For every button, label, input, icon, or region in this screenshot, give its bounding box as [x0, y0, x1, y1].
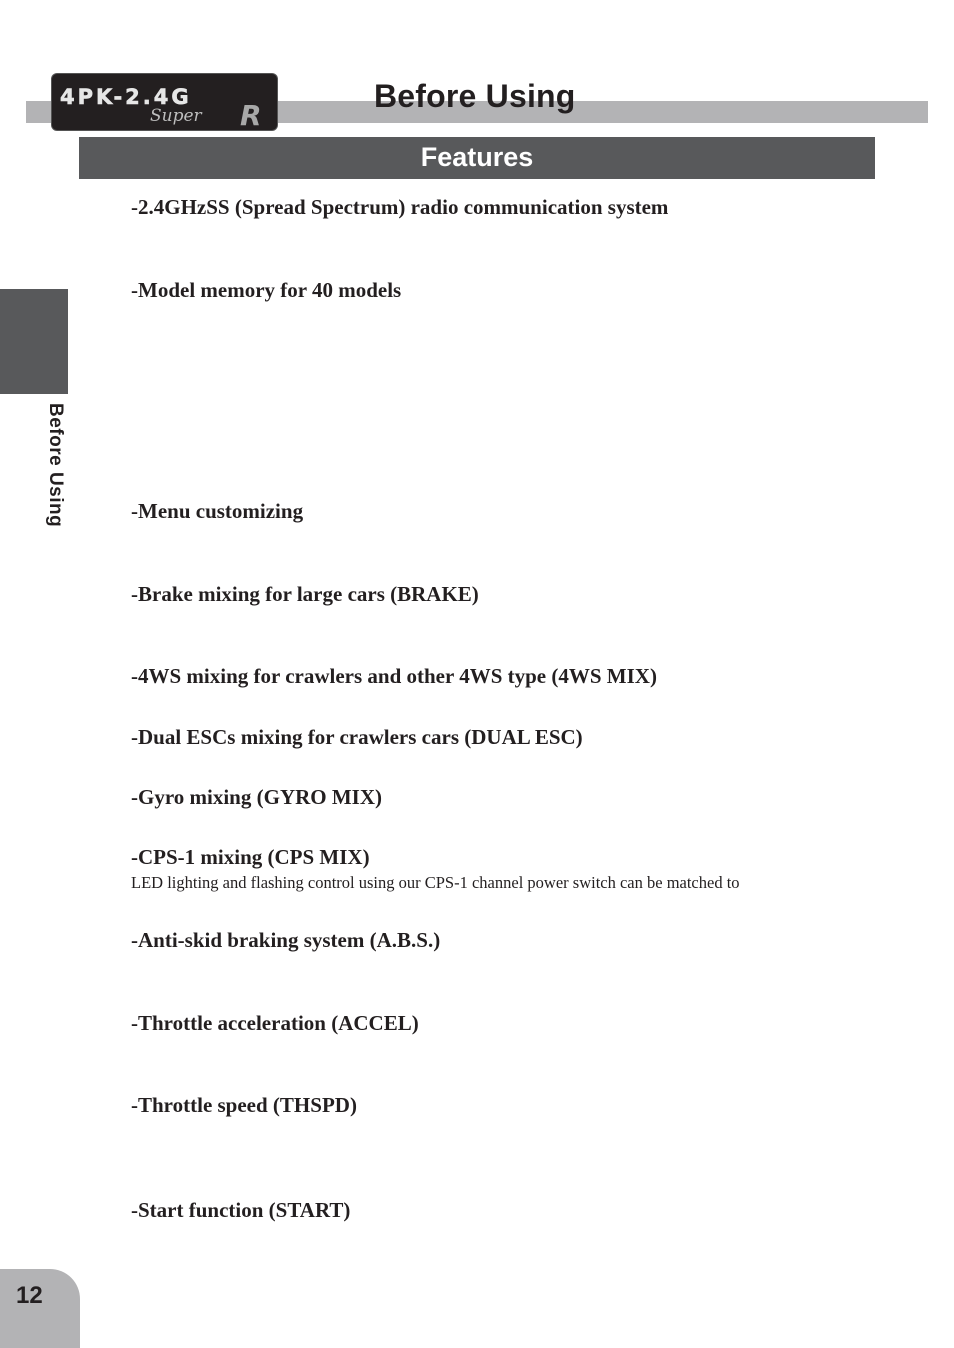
- side-tab: [0, 289, 68, 394]
- feature-throttle-speed: -Throttle speed (THSPD): [131, 1093, 357, 1117]
- feature-cps-description: LED lighting and flashing control using our CPS-1 channel power switch can be matched to: [131, 873, 740, 892]
- logo-main-text: 4PK-2.4G: [60, 85, 192, 109]
- product-logo: [52, 74, 277, 130]
- side-tab-label: Before Using: [45, 403, 66, 528]
- feature-gyro-mixing: -Gyro mixing (GYRO MIX): [131, 785, 383, 809]
- feature-brake-mixing: -Brake mixing for large cars (BRAKE): [131, 582, 479, 606]
- feature-start-function: -Start function (START): [131, 1198, 351, 1222]
- page-title: Before Using: [374, 78, 576, 114]
- section-title: Features: [420, 142, 534, 172]
- feature-model-memory: -Model memory for 40 models: [131, 278, 402, 302]
- logo-r-text: R: [240, 99, 262, 130]
- feature-4ws-mixing: -4WS mixing for crawlers and other 4WS type (4WS MIX): [131, 664, 657, 688]
- feature-menu-customizing: -Menu customizing: [131, 499, 304, 523]
- feature-cps-mixing: -CPS-1 mixing (CPS MIX): [131, 845, 370, 869]
- page-number: 12: [16, 1282, 43, 1309]
- feature-spread-spectrum: -2.4GHzSS (Spread Spectrum) radio communication system: [131, 195, 669, 219]
- feature-throttle-acceleration: -Throttle acceleration (ACCEL): [131, 1011, 419, 1035]
- logo-sub-text: Super: [150, 106, 202, 126]
- section-banner: [79, 137, 875, 179]
- feature-dual-esc: -Dual ESCs mixing for crawlers cars (DUAL ESC): [131, 725, 583, 749]
- feature-abs: -Anti-skid braking system (A.B.S.): [131, 928, 441, 952]
